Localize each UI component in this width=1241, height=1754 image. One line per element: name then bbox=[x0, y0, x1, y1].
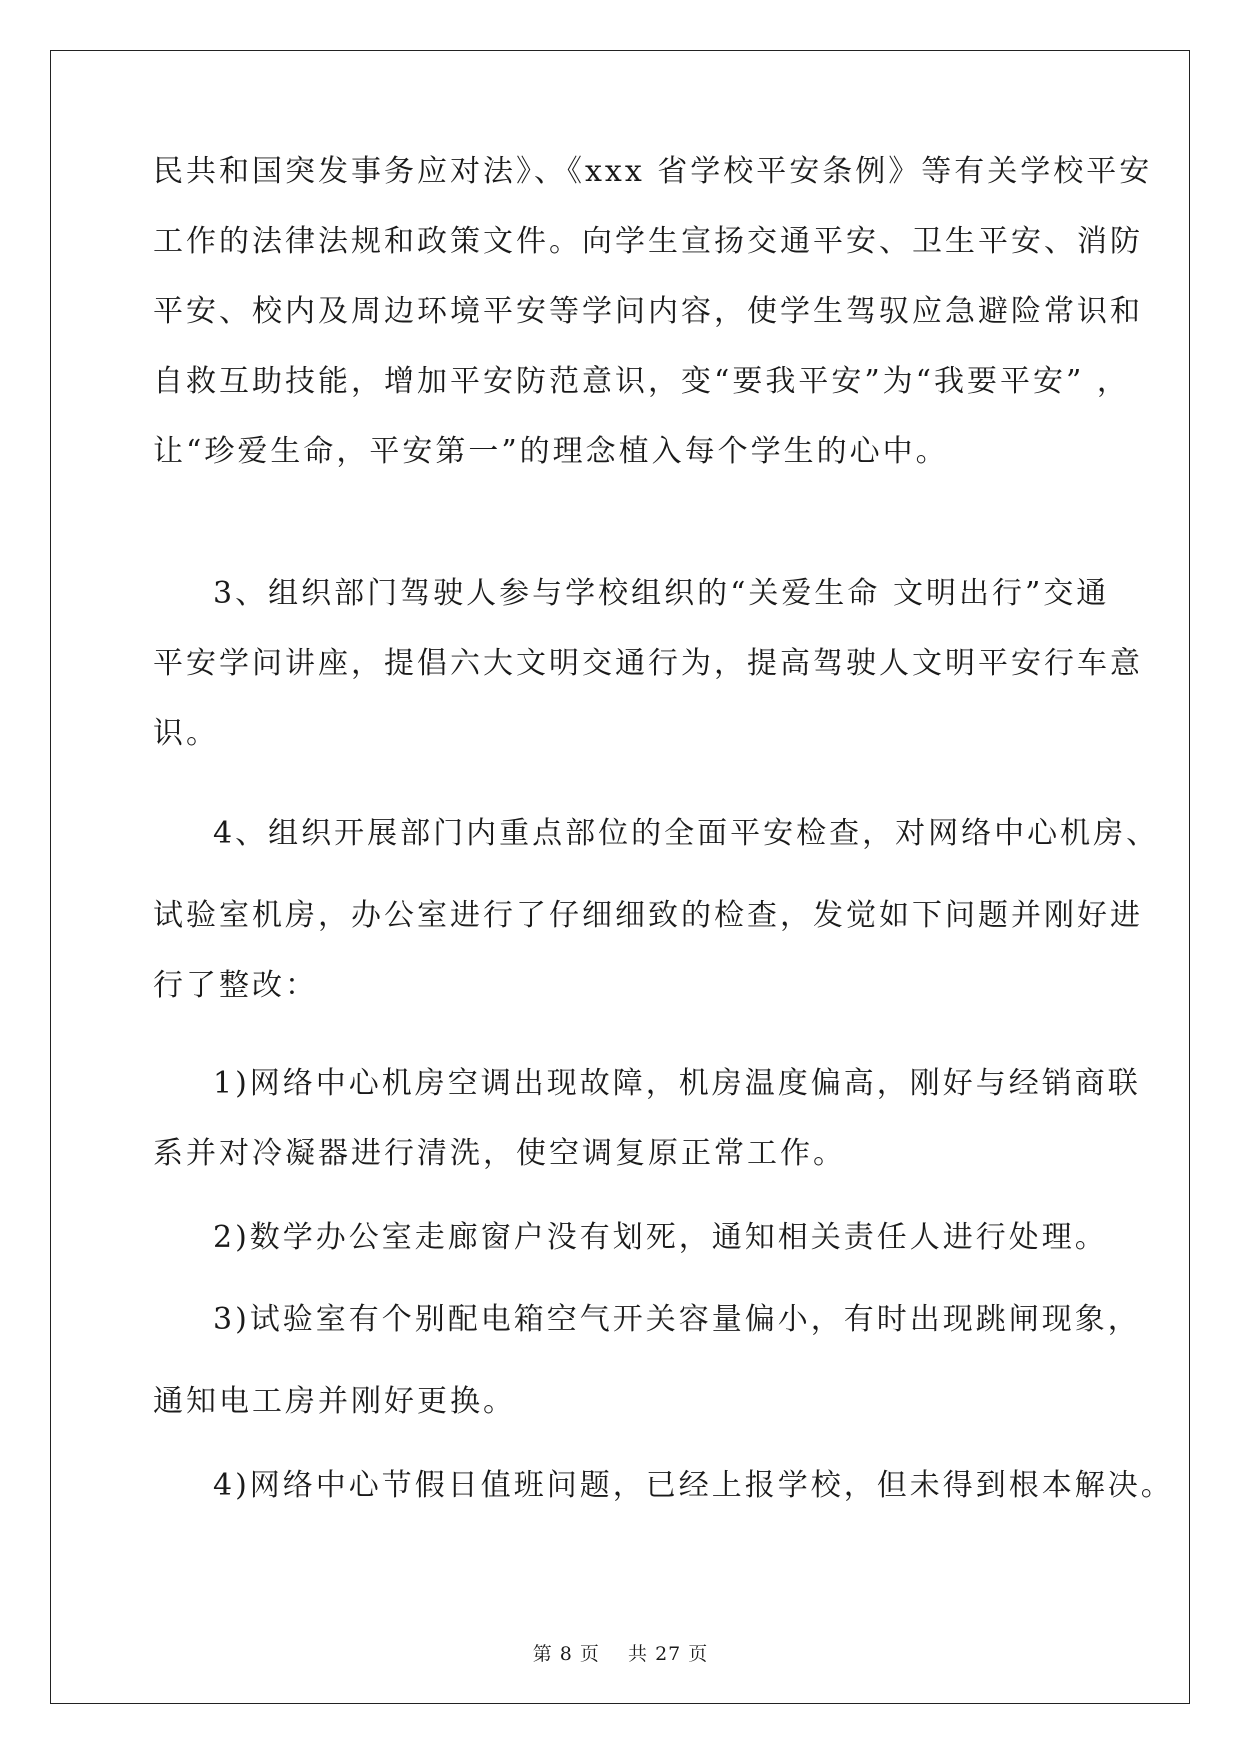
item-1-start: 1)网络中心机房空调出现故障，机房温度偏高，刚好与经销商联 bbox=[213, 1066, 1141, 1101]
item-4: 4)网络中心节假日值班问题，已经上报学校，但未得到根本解决。 bbox=[213, 1468, 1174, 1503]
item-2: 2)数学办公室走廊窗户没有划死，通知相关责任人进行处理。 bbox=[213, 1220, 1108, 1255]
text-line: 识。 bbox=[153, 716, 219, 751]
text-line: 工作的法律法规和政策文件。向学生宣扬交通平安、卫生平安、消防 bbox=[153, 224, 1143, 259]
item-3-start: 3)试验室有个别配电箱空气开关容量偏小，有时出现跳闸现象， bbox=[213, 1302, 1141, 1337]
paragraph-4-start: 4、组织开展部门内重点部位的全面平安检查，对网络中心机房、 bbox=[213, 816, 1160, 851]
page-number: 第 8 页 bbox=[532, 1643, 600, 1665]
page-total: 共 27 页 bbox=[628, 1643, 709, 1665]
text-line: 系并对冷凝器进行清洗，使空调复原正常工作。 bbox=[153, 1136, 846, 1171]
text-line: 行了整改： bbox=[153, 968, 318, 1003]
text-line: 试验室机房，办公室进行了仔细细致的检查，发觉如下问题并刚好进 bbox=[153, 898, 1143, 933]
text-line: 民共和国突发事务应对法》、《xxx 省学校平安条例》等有关学校平安 bbox=[153, 154, 1153, 189]
text-line: 平安、校内及周边环境平安等学问内容，使学生驾驭应急避险常识和 bbox=[153, 294, 1143, 329]
text-line: 平安学问讲座，提倡六大文明交通行为，提高驾驶人文明平安行车意 bbox=[153, 646, 1143, 681]
paragraph-3-start: 3、组织部门驾驶人参与学校组织的“关爱生命 文明出行”交通 bbox=[213, 576, 1110, 611]
text-line: 自救互助技能，增加平安防范意识，变“要我平安”为“我要平安” ， bbox=[153, 364, 1130, 399]
text-line: 让“珍爱生命，平安第一”的理念植入每个学生的心中。 bbox=[153, 434, 949, 469]
page-footer bbox=[0, 1639, 1241, 1666]
text-line: 通知电工房并刚好更换。 bbox=[153, 1384, 516, 1419]
